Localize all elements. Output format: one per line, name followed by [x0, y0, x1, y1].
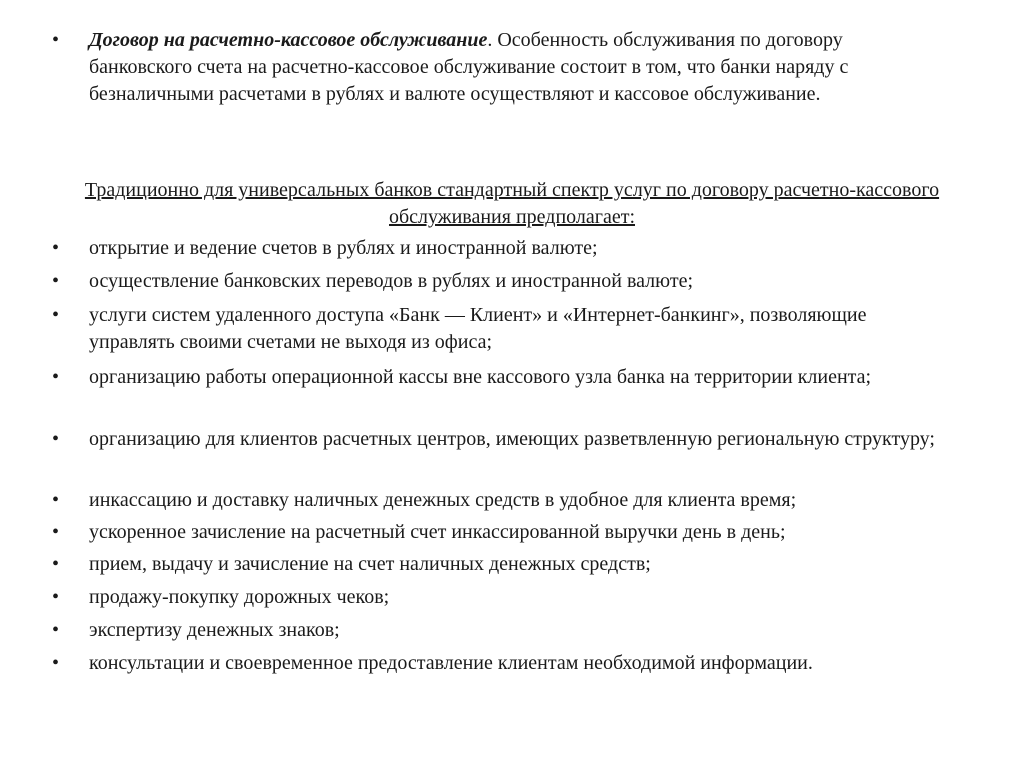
bullet-marker: •	[52, 652, 60, 674]
list-item-text: услуги систем удаленного доступа «Банк — Клиент» и «Интернет-банкинг», позволяющие управлять своими счетами не выходя из офиса;	[89, 304, 867, 353]
bullet-marker: •	[52, 553, 60, 575]
bullet-marker: •	[52, 489, 60, 511]
bullet-marker: •	[52, 586, 60, 608]
contract-term: Договор на расчетно-кассовое обслуживание	[89, 29, 488, 51]
bullet-marker: •	[52, 366, 60, 388]
list-item-text: организацию для клиентов расчетных центров, имеющих разветвленную региональную структуру;	[89, 428, 935, 450]
bullet-marker: •	[52, 29, 60, 51]
intro-description: . Особенность обслуживания по договору банковского счета на расчетно-кассовое обслуживание состоит в том, что банки наряду с безналичными расчетами в рублях и валюте осуществляют и кассовое обслуживание.	[89, 29, 849, 105]
list-item-text: экспертизу денежных знаков;	[89, 619, 340, 641]
list-item-text: консультации и своевременное предоставление клиентам необходимой информации.	[89, 652, 813, 674]
intro-text	[89, 27, 929, 108]
list-item-text: ускоренное зачисление на расчетный счет инкассированной выручки день в день;	[89, 521, 786, 543]
bullet-marker: •	[52, 270, 60, 292]
bullet-marker: •	[52, 304, 60, 326]
list-item-text: продажу-покупку дорожных чеков;	[89, 586, 390, 608]
services-heading: Традиционно для универсальных банков стандартный спектр услуг по договору расчетно-кассового обслуживания предполагает:	[84, 179, 940, 228]
list-item-text: прием, выдачу и зачисление на счет наличных денежных средств;	[89, 553, 651, 575]
bullet-marker: •	[52, 619, 60, 641]
list-item-text: инкассацию и доставку наличных денежных средств в удобное для клиента время;	[89, 489, 797, 511]
bullet-marker: •	[52, 428, 60, 450]
bullet-marker: •	[52, 521, 60, 543]
bullet-marker: •	[52, 237, 60, 259]
list-item-text: организацию работы операционной кассы вне кассового узла банка на территории клиента;	[89, 366, 872, 388]
list-item-text: осуществление банковских переводов в рублях и иностранной валюте;	[89, 270, 694, 292]
list-item-text: открытие и ведение счетов в рублях и иностранной валюте;	[89, 237, 598, 259]
